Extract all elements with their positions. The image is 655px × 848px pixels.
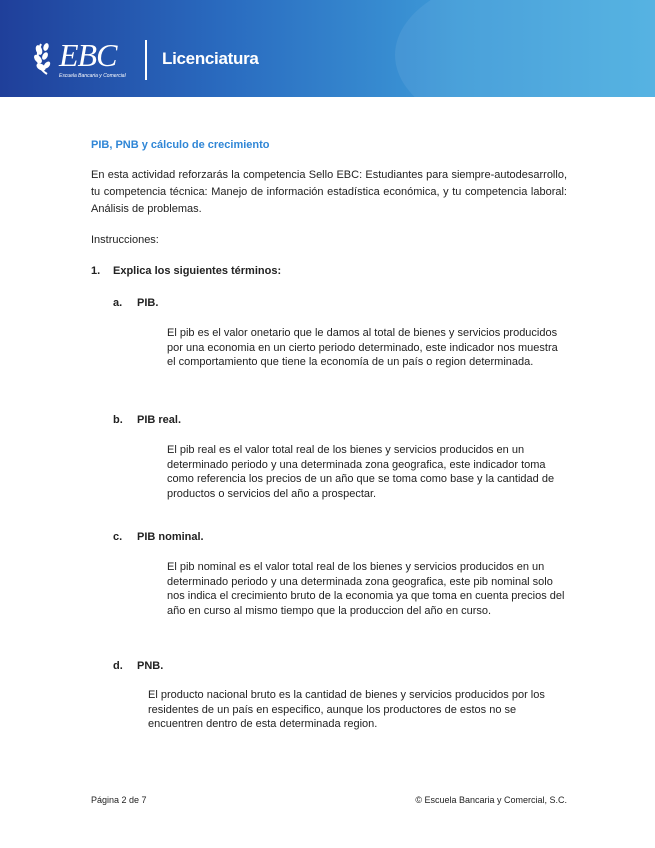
term-letter: c. — [113, 531, 123, 543]
term-name: PIB real. — [137, 414, 182, 426]
term-letter: d. — [113, 660, 123, 672]
banner-title: Licenciatura — [162, 49, 259, 68]
question-1 — [91, 265, 281, 277]
ebc-logo — [33, 38, 133, 84]
term-letter: b. — [113, 414, 123, 426]
term-answer-d: El producto nacional bruto es la cantidad de bienes y servicios producidos por los residentes de un país en especifico, aunque los productores de estos no se encuentren dentro de esta determinada region. — [148, 689, 545, 730]
question-number: 1. — [91, 265, 101, 277]
term-answer-b: El pib real es el valor total real de los bienes y servicios producidos en un determinado periodo y una determinada zona geografica, este indicador toma como referencia los precios de un año que se toma como base y la cantidad de productos o servicios del año a prospectar. — [167, 444, 555, 500]
term-heading-a — [113, 297, 158, 309]
banner-decoration — [395, 0, 655, 97]
logo-text: EBC — [59, 37, 117, 73]
term-name: PNB. — [137, 660, 164, 672]
header-banner — [0, 0, 655, 97]
term-letter: a. — [113, 297, 123, 309]
term-name: PIB. — [137, 297, 159, 309]
term-heading-c — [113, 531, 204, 543]
term-name: PIB nominal. — [137, 531, 204, 543]
copyright: © Escuela Bancaria y Comercial, S.C. — [415, 795, 567, 805]
instructions-label: Instrucciones: — [91, 234, 159, 246]
logo-tagline: Escuela Bancaria y Comercial — [59, 73, 126, 79]
term-heading-b — [113, 414, 181, 426]
intro-paragraph: En esta actividad reforzarás la competencia Sello EBC: Estudiantes para siempre-autodesarrollo, tu competencia técnica: Manejo de información estadística económica, y tu competencia laboral: Análisis de problemas. — [91, 169, 567, 215]
term-heading-d — [113, 660, 163, 672]
page-number: Página 2 de 7 — [91, 795, 147, 805]
section-title: PIB, PNB y cálculo de crecimiento — [91, 139, 270, 151]
banner-divider — [145, 40, 147, 80]
term-answer-c: El pib nominal es el valor total real de los bienes y servicios producidos en un determinado periodo y una determinada zona geografica, este pib nominal solo nos indica el crecimiento bruto de la economia ya que toma en cuenta precios del año en curso al mismo tiempo que la produccion del año en curso. — [167, 561, 565, 617]
question-text: Explica los siguientes términos: — [113, 265, 282, 277]
term-answer-a: El pib es el valor onetario que le damos al total de bienes y servicios producidos por una economia en un cierto periodo determinado, este indicador nos muestra el comportamiento que tiene la economía de un país o region determinada. — [167, 327, 558, 368]
